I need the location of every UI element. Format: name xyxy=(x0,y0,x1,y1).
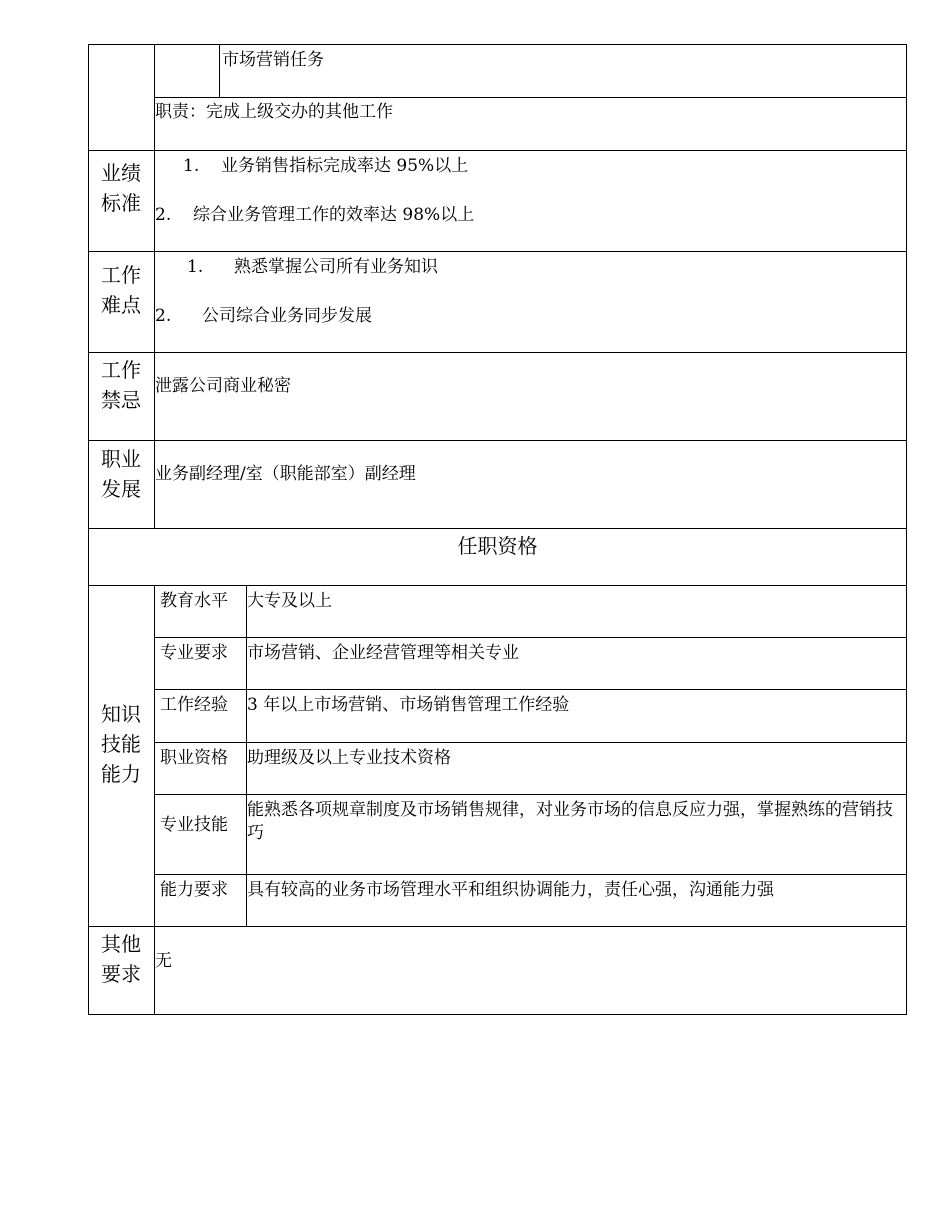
performance-label: 业绩 标准 xyxy=(101,161,141,215)
knowledge-row-name: 能力要求 xyxy=(160,880,228,900)
performance-item: 业务销售指标完成率达 95%以上 xyxy=(221,156,469,176)
knowledge-row-name: 工作经验 xyxy=(160,695,228,715)
knowledge-row-value: 大专及以上 xyxy=(247,591,332,611)
knowledge-row-value: 3 年以上市场营销、市场销售管理工作经验 xyxy=(247,695,570,715)
performance-item-number: 2. xyxy=(155,205,172,225)
knowledge-row-value: 具有较高的业务市场管理水平和组织协调能力，责任心强，沟通能力强 xyxy=(247,880,774,900)
row-line xyxy=(154,794,907,795)
row-line xyxy=(88,251,907,252)
taboos-text: 泄露公司商业秘密 xyxy=(155,376,291,396)
difficulties-label: 工作 难点 xyxy=(101,263,141,317)
row-line xyxy=(88,528,907,529)
difficulty-item-number: 2. xyxy=(155,306,172,326)
taboos-label: 工作 禁忌 xyxy=(101,358,141,412)
career-text: 业务副经理/室（职能部室）副经理 xyxy=(155,464,416,484)
table-border-bottom xyxy=(88,1014,907,1015)
task-title: 市场营销任务 xyxy=(222,50,324,70)
knowledge-row-value: 能熟悉各项规章制度及市场销售规律，对业务市场的信息反应力强，掌握熟练的营销技巧 xyxy=(247,800,893,843)
row-line xyxy=(154,742,907,743)
task-cell-divider xyxy=(219,44,220,97)
other-text: 无 xyxy=(155,951,172,971)
knowledge-row-name: 教育水平 xyxy=(160,591,228,611)
career-label: 职业 发展 xyxy=(101,447,141,501)
performance-item-number: 1. xyxy=(183,156,200,176)
difficulty-item: 公司综合业务同步发展 xyxy=(202,306,372,326)
row-line xyxy=(88,352,907,353)
row-line xyxy=(88,440,907,441)
table-border-right xyxy=(906,44,907,1015)
knowledge-row-name: 专业要求 xyxy=(160,643,228,663)
row-line xyxy=(154,874,907,875)
row-line xyxy=(88,585,907,586)
knowledge-label: 知识 技能 能力 xyxy=(101,702,141,786)
row-line xyxy=(88,150,907,151)
duty-text: 职责：完成上级交办的其他工作 xyxy=(155,102,393,122)
row-line xyxy=(154,637,907,638)
qualifications-header: 任职资格 xyxy=(457,534,538,558)
knowledge-row-name: 专业技能 xyxy=(160,815,228,835)
row-line xyxy=(154,97,907,98)
table-border-top xyxy=(88,44,907,45)
performance-item: 综合业务管理工作的效率达 98%以上 xyxy=(193,205,475,225)
row-line xyxy=(88,926,907,927)
difficulty-item-number: 1. xyxy=(187,257,204,277)
difficulty-item: 熟悉掌握公司所有业务知识 xyxy=(234,257,438,277)
knowledge-row-value: 助理级及以上专业技术资格 xyxy=(247,748,451,768)
row-line xyxy=(154,689,907,690)
knowledge-row-name: 职业资格 xyxy=(160,748,228,768)
other-label: 其他 要求 xyxy=(101,932,141,986)
knowledge-row-value: 市场营销、企业经营管理等相关专业 xyxy=(247,643,519,663)
